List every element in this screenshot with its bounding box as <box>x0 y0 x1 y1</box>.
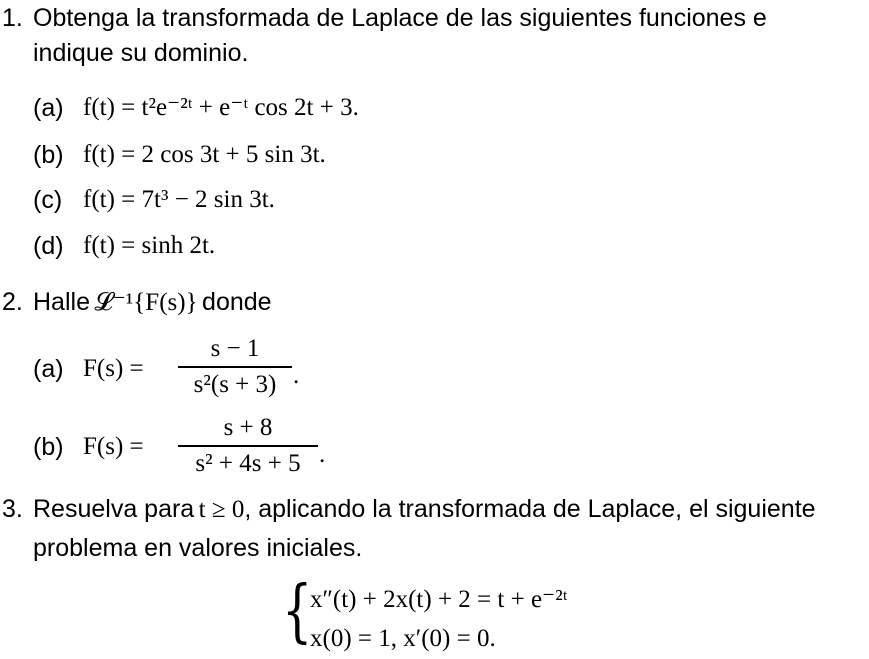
problem-2a-denominator: s²(s + 3) <box>193 371 277 398</box>
problem-1-statement-line2: indique su dominio. <box>33 39 249 67</box>
problem-2a-fraction <box>178 334 292 400</box>
problem-2a-label: (a) <box>33 355 64 383</box>
problem-2-statement <box>33 287 272 318</box>
problem-2-number: 2. <box>2 288 23 316</box>
problem-3-condition: t ≥ 0 <box>198 496 245 523</box>
problem-2a-end: . <box>293 362 300 389</box>
problem-2-statement-pre: Halle <box>33 288 90 316</box>
problem-1d-expression: f(t) = sinh 2t. <box>83 232 216 259</box>
problem-3-statement-post: , aplicando la transformada de Laplace, el siguiente <box>244 495 816 523</box>
problem-1b-label: (b) <box>33 141 64 169</box>
problem-2b-denominator: s² + 4s + 5 <box>195 450 301 477</box>
problem-2-inverse-laplace: 𝓛⁻¹{F(s)} <box>94 289 198 316</box>
system-brace: { <box>282 572 313 651</box>
system-equation-1: x″(t) + 2x(t) + 2 = t + e⁻²ᵗ <box>310 586 568 613</box>
problem-1d-label: (d) <box>33 232 64 260</box>
problem-2b-lhs: F(s) = <box>83 433 144 460</box>
problem-1b-expression: f(t) = 2 cos 3t + 5 sin 3t. <box>83 141 326 168</box>
system-equation-2: x(0) = 1, x′(0) = 0. <box>310 625 496 652</box>
problem-2a-numerator: s − 1 <box>210 335 260 362</box>
problem-1c-expression: f(t) = 7t³ − 2 sin 3t. <box>83 186 275 213</box>
problem-2a-lhs: F(s) = <box>83 355 144 382</box>
problem-3-number: 3. <box>2 495 23 523</box>
problem-2b-label: (b) <box>33 433 64 461</box>
problem-2b-fraction <box>178 413 318 479</box>
problem-3-statement-pre: Resuelva para <box>33 495 195 523</box>
problem-2-statement-post: donde <box>202 288 272 316</box>
problem-1c-label: (c) <box>33 186 63 214</box>
problem-2b-numerator: s + 8 <box>223 414 273 441</box>
problem-2b-fraction-bar <box>178 445 318 447</box>
problem-1a-label: (a) <box>33 94 64 122</box>
problem-2b-end: . <box>319 441 326 468</box>
problem-3-statement <box>33 494 816 525</box>
problem-3-statement-line2: problema en valores iniciales. <box>33 534 363 562</box>
problem-1a-expression: f(t) = t²e⁻²ᵗ + e⁻ᵗ cos 2t + 3. <box>83 94 359 121</box>
problem-2a-fraction-bar <box>178 366 292 368</box>
problem-1-number: 1. <box>2 4 23 32</box>
problem-1-statement-line1: Obtenga la transformada de Laplace de las siguientes funciones e <box>33 4 767 32</box>
